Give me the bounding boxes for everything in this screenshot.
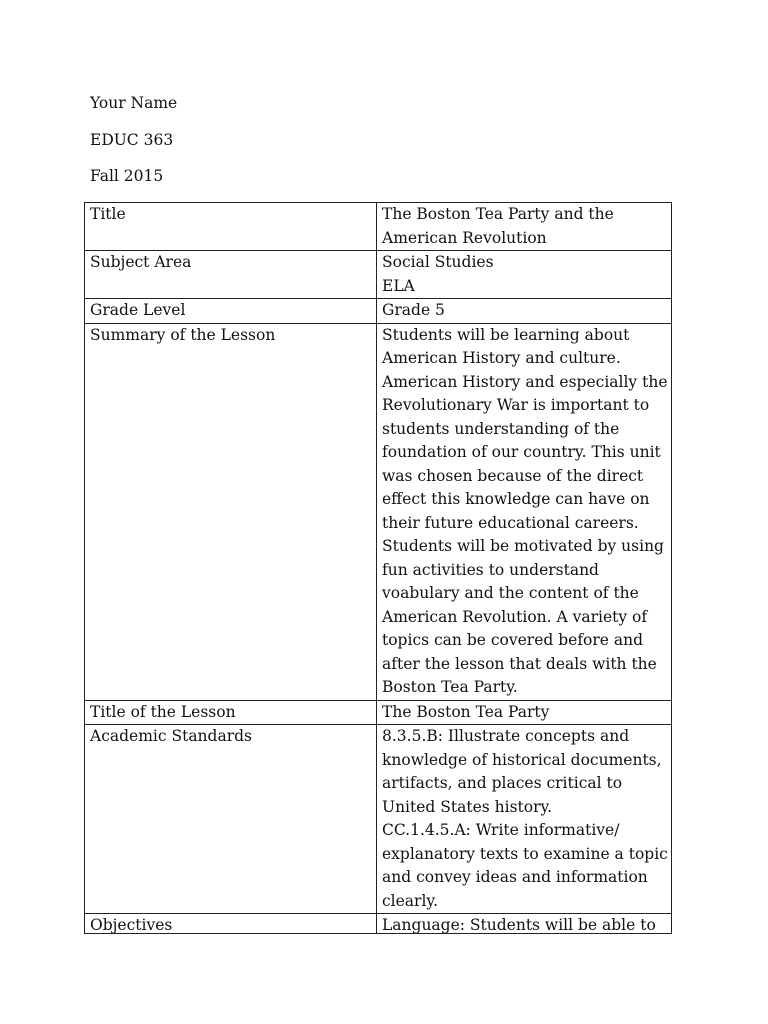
row-value-line: fun activities to understand bbox=[382, 560, 599, 579]
row-label-cell bbox=[85, 323, 377, 700]
row-value-line: was chosen because of the direct bbox=[382, 466, 644, 485]
row-label-cell bbox=[85, 914, 377, 934]
row-value-line: effect this knowledge can have on bbox=[382, 490, 650, 508]
row-value-line: Revolutionary War is important to bbox=[382, 396, 650, 414]
row-value-cell bbox=[377, 323, 672, 700]
row-value-line: clearly. bbox=[382, 891, 439, 910]
row-label: Title of the Lesson bbox=[90, 702, 236, 721]
row-value-cell bbox=[377, 203, 672, 251]
row-label-cell bbox=[85, 299, 377, 324]
row-label: Objectives bbox=[90, 916, 173, 933]
row-value-cell bbox=[377, 914, 672, 934]
row-value-line: United States history. bbox=[382, 797, 553, 816]
row-value-line: 8.3.5.B: Illustrate concepts and bbox=[382, 727, 630, 745]
row-value-line: Students will be learning about bbox=[382, 325, 630, 344]
table-row bbox=[85, 323, 672, 700]
row-value-line: Boston Tea Party. bbox=[382, 678, 518, 696]
row-value-line: students understanding of the bbox=[382, 419, 620, 438]
row-value-cell bbox=[377, 299, 672, 324]
row-label: Academic Standards bbox=[90, 727, 252, 745]
row-value-line: The Boston Tea Party and the bbox=[382, 205, 614, 223]
row-label-cell bbox=[85, 700, 377, 725]
table-row bbox=[85, 299, 672, 324]
row-value-line: foundation of our country. This unit bbox=[382, 443, 661, 461]
course-code: EDUC 363 bbox=[90, 131, 174, 149]
row-value-line: knowledge of historical documents, bbox=[382, 750, 662, 769]
row-value-line: Grade 5 bbox=[382, 301, 445, 319]
row-label: Subject Area bbox=[90, 253, 192, 271]
lesson-plan-table bbox=[84, 202, 672, 934]
row-label: Summary of the Lesson bbox=[90, 325, 276, 344]
row-value-line: Social Studies bbox=[382, 253, 494, 271]
row-value-cell bbox=[377, 251, 672, 299]
row-value-line: Language: Students will be able to bbox=[382, 916, 656, 933]
row-value-line: CC.1.4.5.A: Write informative/ bbox=[382, 821, 620, 839]
author-name: Your Name bbox=[90, 94, 178, 112]
row-value-line: voabulary and the content of the bbox=[382, 584, 639, 602]
table-row bbox=[85, 725, 672, 914]
row-value-line: American Revolution bbox=[382, 228, 547, 247]
row-value-line: ELA bbox=[382, 276, 415, 295]
row-value-cell bbox=[377, 725, 672, 914]
row-value-cell bbox=[377, 700, 672, 725]
row-value-line: topics can be covered before and bbox=[382, 631, 644, 649]
row-label: Grade Level bbox=[90, 301, 186, 319]
row-value-line: The Boston Tea Party bbox=[382, 702, 550, 721]
table-row bbox=[85, 203, 672, 251]
table-row bbox=[85, 251, 672, 299]
row-value-line: after the lesson that deals with the bbox=[382, 654, 657, 673]
row-value-line: artifacts, and places critical to bbox=[382, 774, 623, 792]
row-value-line: explanatory texts to examine a topic bbox=[382, 844, 668, 863]
term: Fall 2015 bbox=[90, 167, 164, 185]
row-value-line: American History and especially the bbox=[382, 372, 668, 391]
row-value-line: American History and culture. bbox=[382, 349, 621, 367]
table-row bbox=[85, 700, 672, 725]
row-value-line: Students will be motivated by using bbox=[382, 537, 664, 555]
row-value-line: their future educational careers. bbox=[382, 513, 639, 532]
row-label: Title bbox=[90, 205, 126, 223]
row-value-line: American Revolution. A variety of bbox=[382, 607, 648, 626]
row-label-cell bbox=[85, 251, 377, 299]
row-label-cell bbox=[85, 203, 377, 251]
row-label-cell bbox=[85, 725, 377, 914]
row-value-line: and convey ideas and information bbox=[382, 868, 648, 886]
table-row bbox=[85, 914, 672, 934]
